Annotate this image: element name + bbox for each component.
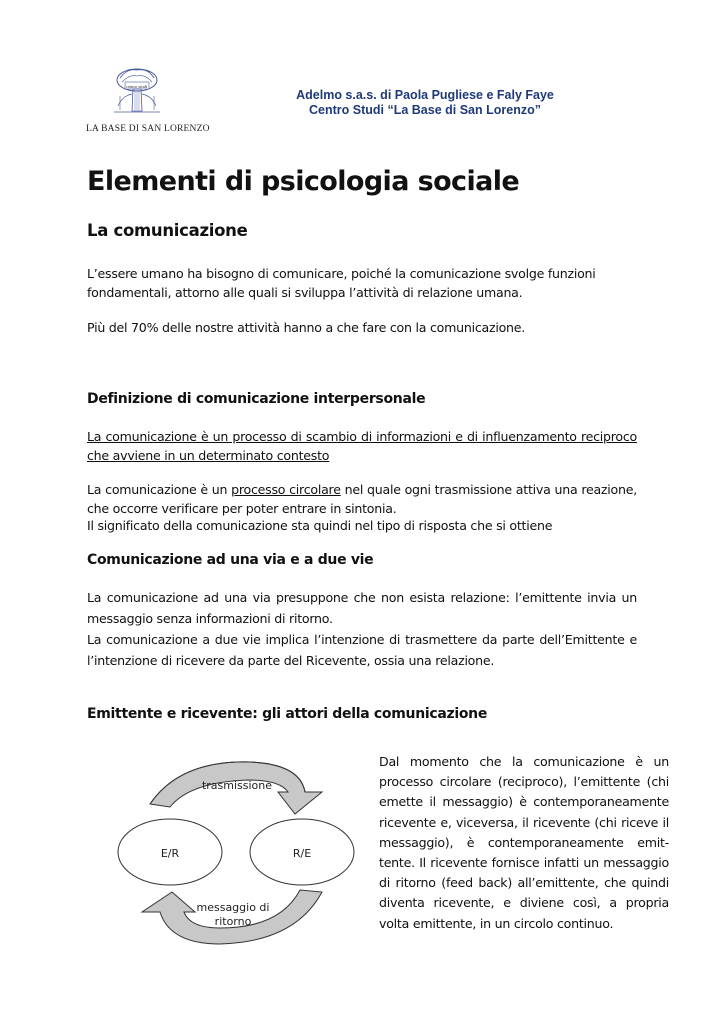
page-title: Elementi di psicologia sociale	[87, 166, 520, 197]
paragraph-significato: Il significato della comunicazione sta quindi nel tipo di risposta che si ottiene	[87, 518, 553, 533]
node-er-label: E/R	[160, 847, 180, 860]
logo-tree-label: centro studi	[126, 84, 148, 89]
section-heading-attori: Emittente e ricevente: gli attori della comunicazione	[87, 706, 488, 722]
paragraph-attori: Dal momento che la comunicazione è un processo circolare (reciproco), l’emittente (chi emette il messaggio) è contemporaneamente ricevente e, viceversa, il ricevente (chi riceve il messaggio), è contemporaneamente emit-tente. Il ricevente fornisce infatti un messaggio di ritorno (feed back) all’emittente, che quindi diventa ricevente, e diviene così, a propria volta emittente, in un circolo continuo.	[379, 754, 669, 931]
section-heading-una-due-vie: Comunicazione ad una via e a due vie	[87, 552, 374, 568]
bottom-arrow-label-2: ritorno	[214, 915, 252, 928]
logo	[82, 66, 210, 138]
paragraph-due-vie: La comunicazione a due vie implica l’intenzione di trasmettere da parte dell’Emittente e l’intenzione di ricevere da parte del Ricevente, ossia una relazione.	[87, 632, 637, 668]
top-arrow-label: trasmissione	[201, 779, 273, 792]
logo-text: LA BASE DI SAN LORENZO	[86, 124, 210, 134]
paragraph-una-via: La comunicazione ad una via presuppone che non esista relazione: l’emittente invia un messaggio senza informazioni di ritorno.	[87, 590, 637, 626]
paragraph-70-percent: Più del 70% delle nostre attività hanno a che fare con la comunicazione.	[87, 320, 526, 335]
section-heading-comunicazione: La comunicazione	[87, 221, 248, 240]
paragraph-processo-circolare	[87, 481, 637, 518]
underlined-processo-circolare: processo circolare	[231, 482, 341, 497]
text-segment: La comunicazione è un	[87, 482, 232, 497]
paragraph-intro: L’essere umano ha bisogno di comunicare, poiché la comunicazione svolge funzioni fondamentali, attorno alle quali si sviluppa l’attività di relazione umana.	[87, 266, 596, 300]
header-company: Adelmo s.a.s. di Paola Pugliese e Faly Faye	[296, 88, 554, 102]
header-centro-studi: Centro Studi “La Base di San Lorenzo”	[309, 103, 541, 117]
text-segment: nel quale ogni trasmissione attiva una reazione, che occorre verificare per poter entrare in sintonia.	[87, 482, 637, 516]
bottom-arrow-label-1: messaggio di	[196, 901, 270, 914]
tree-logo-icon	[82, 66, 192, 126]
section-heading-definizione: Definizione di comunicazione interpersonale	[87, 391, 426, 407]
node-re-label: R/E	[292, 847, 312, 860]
definition-text: La comunicazione è un processo di scambio di informazioni e di influenzamento reciproco che avviene in un determinato contesto	[87, 429, 637, 463]
communication-cycle-diagram	[100, 752, 370, 952]
